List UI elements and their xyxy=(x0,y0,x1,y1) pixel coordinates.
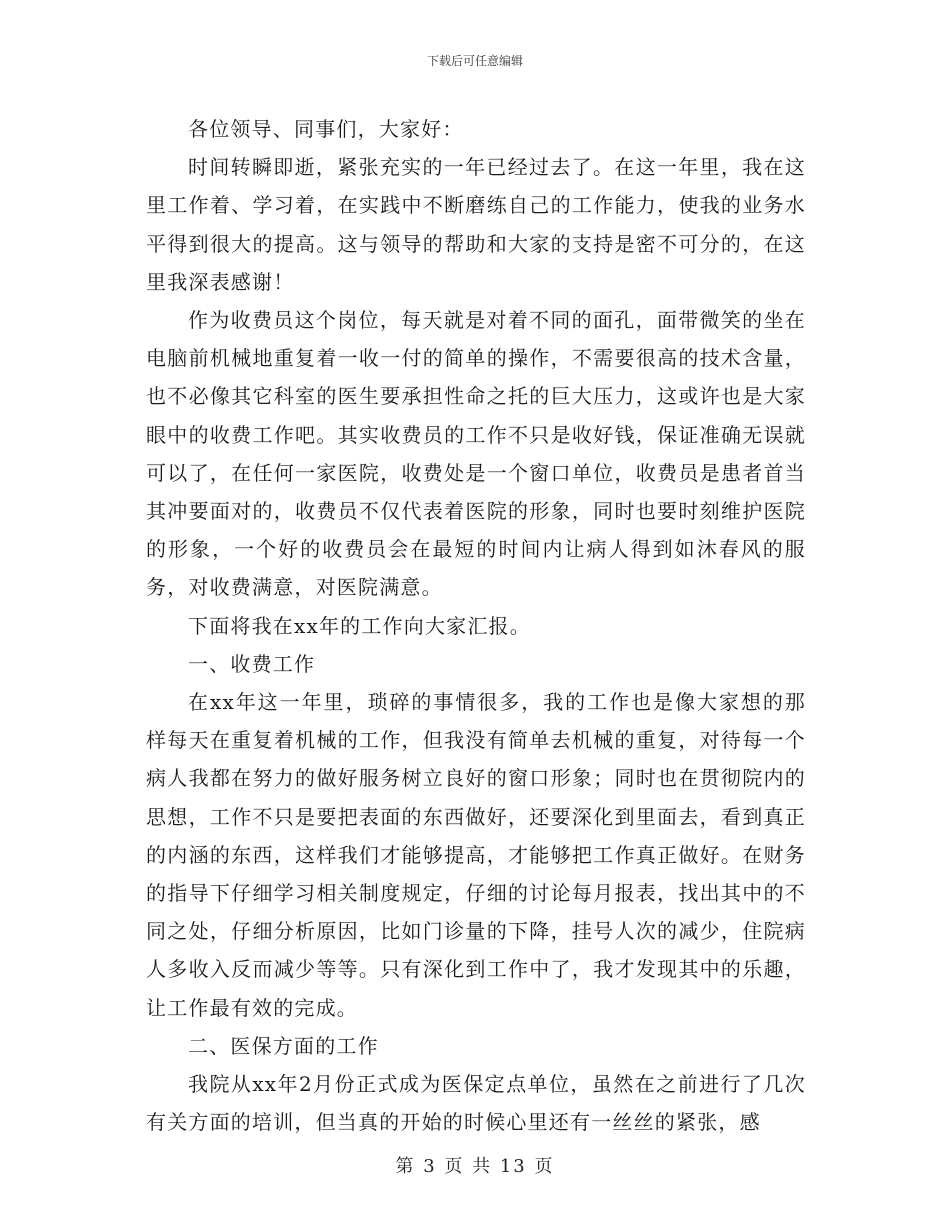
body-paragraph: 时间转瞬即逝，紧张充实的一年已经过去了。在这一年里，我在这里工作着、学习着，在实践中不断磨练自己的工作能力，使我的业务水平得到很大的提高。这与领导的帮助和大家的支持是密不可分的，在这里我深表感谢！ xyxy=(146,155,806,294)
document-body xyxy=(146,110,806,1141)
body-paragraph: 下面将我在xx年的工作向大家汇报。 xyxy=(188,613,531,638)
section-heading: 二、医保方面的工作 xyxy=(188,1033,379,1058)
body-paragraph: 在xx年这一年里，琐碎的事情很多，我的工作也是像大家想的那样每天在重复着机械的工作，但我没有简单去机械的重复，对待每一个病人我都在努力的做好服务树立良好的窗口形象；同时也在贯彻院内的思想，工作不只是要把表面的东西做好，还要深化到里面去，看到真正的内涵的东西，这样我们才能够提高，才能够把工作真正做好。在财务的指导下仔细学习相关制度规定，仔细的讨论每月报表，找出其中的不同之处，仔细分析原因，比如门诊量的下降，挂号人次的减少，住院病人多收入反而减少等等。只有深化到工作中了，我才发现其中的乐趣，让工作最有效的完成。 xyxy=(146,690,806,1020)
body-paragraph: 我院从xx年2月份正式成为医保定点单位，虽然在之前进行了几次有关方面的培训，但当真的开始的时候心里还有一丝丝的紧张，感 xyxy=(146,1072,806,1135)
page-number-footer: 第 3 页 共 13 页 xyxy=(395,1156,555,1177)
greeting-paragraph: 各位领导、同事们，大家好： xyxy=(188,117,464,141)
body-paragraph: 作为收费员这个岗位，每天就是对着不同的面孔，面带微笑的坐在电脑前机械地重复着一收一付的简单的操作，不需要很高的技术含量，也不必像其它科室的医生要承担性命之托的巨大压力，这或许也是大家眼中的收费工作吧。其实收费员的工作不只是收好钱，保证准确无误就可以了，在任何一家医院，收费处是一个窗口单位，收费员是患者首当其冲要面对的，收费员不仅代表着医院的形象，同时也要时刻维护医院的形象，一个好的收费员会在最短的时间内让病人得到如沐春风的服务，对收费满意，对医院满意。 xyxy=(146,308,806,600)
page-header-note: 下载后可任意编辑 xyxy=(426,54,523,68)
section-heading: 一、收费工作 xyxy=(188,651,316,676)
